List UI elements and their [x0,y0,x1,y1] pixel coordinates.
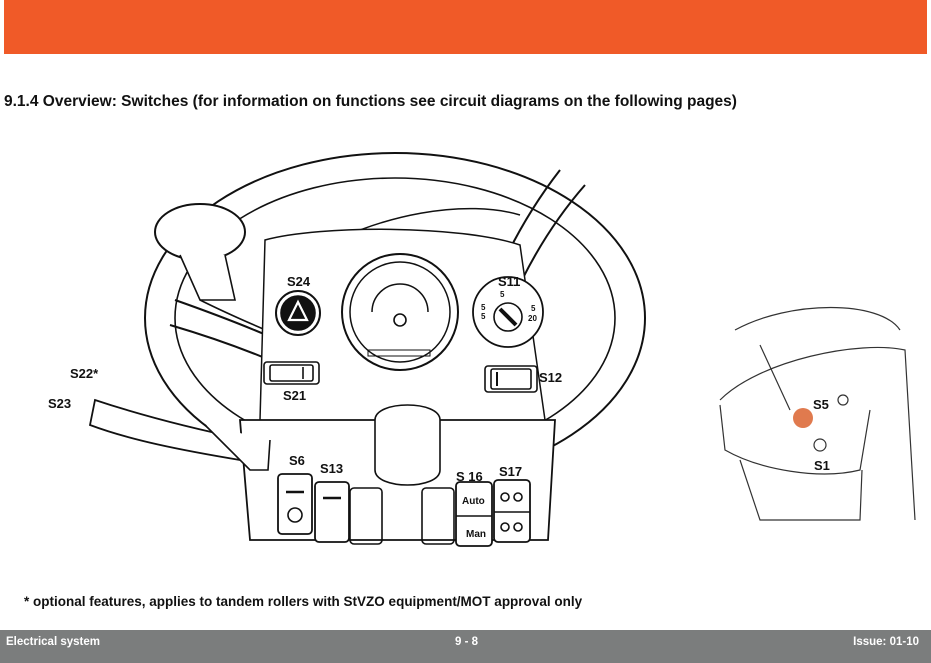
footer-bar [0,630,931,663]
switch-s13[interactable] [315,482,349,542]
label-s24: S24 [287,274,311,289]
gauge-cluster [342,254,458,370]
label-s21: S21 [283,388,307,403]
label-s13: S13 [320,461,344,476]
switch-s6[interactable] [278,474,312,534]
footer-page-number: 9 - 8 [455,636,479,648]
switch-man-text: Man [466,529,486,540]
page-heading: 9.1.4 Overview: Switches (for information on functions see circuit diagrams on the following pages) [4,93,737,110]
hazard-switch[interactable] [276,291,320,335]
label-s1: S1 [814,458,830,473]
dial-mark: 20 [528,314,537,323]
dial-mark: 5 [531,304,536,313]
footer-issue: Issue: 01-10 [853,636,919,648]
label-s6: S6 [289,453,305,468]
machine-inset [720,308,915,521]
switch-auto-text: Auto [462,496,485,507]
label-s17: S17 [499,464,523,479]
label-s11: S11 [498,274,521,289]
label-s23: S23 [48,396,72,411]
multifunction-stalk[interactable] [90,400,270,470]
label-s16: S 16 [456,469,483,484]
switch-s17[interactable] [494,480,530,542]
label-s12: S12 [539,370,563,385]
rocker-switch-s12[interactable] [485,366,537,392]
header-bar [4,0,927,54]
label-s5: S5 [813,397,829,412]
footnote: * optional features, applies to tandem rollers with StVZO equipment/MOT approval only [24,594,583,609]
label-s22: S22* [70,366,99,381]
dial-mark: 5 [481,303,486,312]
switch-overview-diagram [0,140,931,590]
dial-mark: 5 [481,312,486,321]
rocker-switch-s21[interactable] [264,362,319,384]
dial-mark: 5 [500,290,505,299]
footer-section: Electrical system [6,636,100,648]
s5-location-highlight [793,408,813,428]
